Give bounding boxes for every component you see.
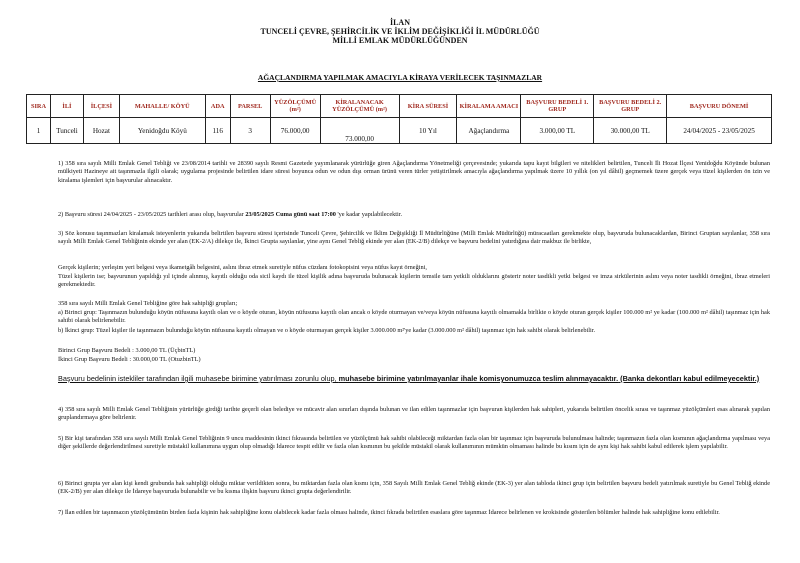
groups-intro: 358 sıra sayılı Milli Emlak Genel Tebliğine göre hak sahipliği grupları; — [58, 300, 238, 307]
paragraph-3-real-persons: Gerçek kişilerin; yerleşim yeri belgesi veya ikametgâh belgesini, aslını ibraz etmek suretiyle nüfus cüzdanı fotokopisini veya nüfus kayıt örneğini, — [58, 264, 427, 271]
cell-ilce: Hozat — [83, 118, 119, 144]
bank-notice-receipt: (Banka dekontları kabul edilmeyecektir.) — [618, 374, 760, 383]
col-header-ilce: İLÇESİ — [83, 95, 119, 118]
paragraph-4: 4) 358 sıra sayılı Milli Emlak Genel Tebliğinin yürürlüğe girdiği tarihte geçerli olan belediye ve mücavir alan sınırları dışında bulunan ve ilan edilen taşınmazlar için başvuran kişilerden hak sahipleri, yukarıda belirtilen öncelik sırası ve taşınmaz yüzölçümleri esas alınarak yapılan gruplandırmaya göre belirlenir. — [58, 406, 770, 422]
cell-sira: 1 — [27, 118, 51, 144]
group-a: a) Birinci grup: Taşınmazın bulunduğu köyün nüfusuna kayıtlı olan ve o köyde oturan, köyün nüfusuna kayıtlı olan ancak o köyde oturmayan ve/veya köyün nüfusuna kayıtlı olmamakla birlikte o köyde oturan gerçek kişiler 100.000 m² ye kadar (100.000 m² dâhil) taşınmaz için hak sahibi olarak belirlenebilir. — [58, 309, 770, 325]
cell-ada: 116 — [205, 118, 230, 144]
paragraph-6: 6) Birinci grupta yer alan kişi kendi grubunda hak sahipliği olduğu miktar verildikten sonra, bu miktardan fazla olan kısmı için, 358 Sayılı Milli Emlak Genel Tebliğ ekinde (EK-3) yer alan tabloda ikinci grup için belirtilen başvuru bedeli yatırılmak suretiyle bu Genel Tebliğ ekinde (EK-2/B) yer alan dilekçe ile İdareye başvuruda bulunabilir ve bu kısma ilişkin başvuru ikinci grupta değerlendirilir. — [58, 480, 770, 496]
bank-notice-warning: muhasebe birimine yatırılmayanlar ihale komisyonumuzca teslim alınmayacaktır. — [338, 374, 619, 383]
property-table — [26, 94, 772, 144]
fee-group-2 — [58, 356, 770, 364]
cell-bedel-2: 30.000,00 TL — [594, 118, 667, 144]
paragraph-2-suffix: 'ye kadar yapılabilecektir. — [335, 211, 403, 218]
cell-mahalle: Yenidoğdu Köyü — [119, 118, 205, 144]
col-header-ada: ADA — [205, 95, 230, 118]
col-header-bedel-1: BAŞVURU BEDELİ 1. GRUP — [521, 95, 594, 118]
col-header-kira-suresi: KİRA SÜRESİ — [399, 95, 457, 118]
group-b: b) İkinci grup: Tüzel kişiler ile taşınmazın bulunduğu köyün nüfusuna kayıtlı olmayan ve o köyde oturmayan gerçek kişiler 3.000.000 m²'ye kadar (3.000.000 m² dâhil) taşınmaz için hak sahibi olarak belirlenebilir. — [58, 327, 596, 334]
table-row — [27, 118, 772, 144]
col-header-kiralanacak: KİRALANACAK YÜZÖLÇÜMÜ (m²) — [320, 95, 399, 118]
cell-kiralama-amaci: Ağaçlandırma — [457, 118, 521, 144]
cell-kira-suresi: 10 Yıl — [399, 118, 457, 144]
col-header-mahalle: MAHALLE/ KÖYÜ — [119, 95, 205, 118]
deadline-text: 23/05/2025 Cuma günü saat 17:00 — [245, 211, 336, 218]
document-subtitle: AĞAÇLANDIRMA YAPILMAK AMACIYLA KİRAYA VERİLECEK TAŞINMAZLAR — [257, 73, 543, 82]
fee-group-1-label: Birinci Grup Başvuru Bedeli : — [58, 347, 136, 354]
bank-notice — [58, 374, 770, 383]
fee-group-2-label: İkinci Grup Başvuru Bedeli : — [58, 356, 133, 363]
paragraph-1: 1) 358 sıra sayılı Milli Emlak Genel Tebliği ve 23/08/2014 tarihli ve 28390 sayılı Resmi Gazetede yayımlanarak yürürlüğe giren Ağaçlandırma Yönetmeliği çerçevesinde; yukarıda tapu kayıt bilgileri ve nitelikleri belirtilen, Tunceli İli Hozat İlçesi Yenidoğdu Köyünde bulunan mülkiyeti Hazineye ait taşınmazla ilgili olarak; uygulama projesinde belirtilen idare süresi boyunca odun ve odun dışı orman ürünü veren türler yetiştirilmek amacıyla ağaçlandırma yapılmak üzere 10 yıllık (on yıl dâhil) geçmemek üzere gerçek veya tüzel kişilerden ön izin ve kiralama işlemleri için başvurular alınacaktır. — [58, 160, 770, 184]
paragraph-3-body: 3) Söz konusu taşınmazları kiralamak isteyenlerin yukarıda belirtilen başvuru süresi içerisinde Tunceli Çevre, Şehircilik ve İklim Değişikliği İl Müdürlüğüne (Milli Emlak Müdürlüğü) müracaatları gerekmekte olup, başvuruda bulunacaklardan, Birinci Gruptan sayılanlar, 358 sıra sayılı Milli Emlak Genel Tebliğinin ekinde yer alan (EK-2/A) dilekçe ile, İkinci Grupta sayılanlar, yine aynı Genel Tebliğ ekinde yer alan (EK-2/B) dilekçe ve başvuru bedelini yatırdığına dair makbuz ile birlikte, — [58, 230, 770, 246]
fee-group-1 — [58, 347, 770, 355]
cell-bedel-1: 3.000,00 TL — [521, 118, 594, 144]
col-header-il: İLİ — [50, 95, 83, 118]
header-institution: TUNCELİ ÇEVRE, ŞEHİRCİLİK VE İKLİM DEĞİŞİKLİĞİ İL MÜDÜRLÜĞÜ — [260, 27, 540, 36]
paragraph-2 — [58, 211, 770, 219]
cell-il: Tunceli — [50, 118, 83, 144]
fee-group-1-value: 3.000,00 TL (ÜçbinTL) — [135, 347, 196, 354]
col-header-kiralama-amaci: KİRALAMA AMACI — [457, 95, 521, 118]
cell-parsel: 3 — [230, 118, 270, 144]
col-header-bedel-2: BAŞVURU BEDELİ 2. GRUP — [594, 95, 667, 118]
announcement-header — [0, 18, 800, 45]
col-header-yuzolcumu: YÜZÖLÇÜMÜ (m²) — [270, 95, 320, 118]
paragraph-5: 5) Bir kişi tarafından 358 sıra sayılı Milli Emlak Genel Tebliğinin 9 uncu maddesinin ikinci fıkrasında belirtilen ve yüzölçümü hak sahibi olabileceği miktardan fazla olan bir taşınmaz için başvuruda bulunulması halinde; taşınmazın fazla olan kısmının ağaçlandırma yapılması veya diğer şekillerde değerlendirilmesi suretiyle müstakil kullanımına uygun olup olmadığı İdarece tespit edilir ve fazla olan kısmının bu şekilde müstakil olarak kullanımının mümkün olmaması halinde bu kısım için de aynı kişi hak sahibi kabul edilerek işlem yapılabilir. — [58, 435, 770, 451]
col-header-sira: SIRA — [27, 95, 51, 118]
fee-group-2-value: 30.000,00 TL (OtuzbinTL) — [132, 356, 201, 363]
col-header-parsel: PARSEL — [230, 95, 270, 118]
cell-kiralanacak: 73.000,00 — [320, 118, 399, 144]
cell-donem: 24/04/2025 - 23/05/2025 — [667, 118, 772, 144]
col-header-donem: BAŞVURU DÖNEMİ — [667, 95, 772, 118]
paragraph-2-text: 2) Başvuru süresi 24/04/2025 - 23/05/2025 tarihleri arası olup, başvurular — [58, 211, 246, 218]
table-header-row — [27, 95, 772, 118]
header-department: MİLLİ EMLAK MÜDÜRLÜĞÜNDEN — [332, 36, 468, 45]
cell-yuzolcumu: 76.000,00 — [270, 118, 320, 144]
header-title: İLAN — [389, 18, 410, 27]
paragraph-7: 7) İlan edilen bir taşınmazın yüzölçümünün birden fazla kişinin hak sahipliğine konu olabilecek kadar fazla olması halinde, ikinci fıkrada belirtilen esaslara göre taşınmaz İdarece belirlenen ve krokisinde gösterilen bölümler halinde hak sahipliğine konu edilebilir. — [58, 509, 720, 516]
paragraph-3-legal-entities: Tüzel kişilerin ise; başvurunun yapıldığı yıl içinde alınmış, kayıtlı olduğu oda sicil kaydı ile tüzel kişilik adına başvuruda bulunacak kişilerin temsile tam yetkili olduklarını gösterir noter tasdikli yetki belgesi ve imza sirkülerinin aslını veya noter tasdikli örneğini, ibraz etmeleri gerekmektedir. — [58, 273, 770, 289]
bank-notice-text: Başvuru bedelinin istekliler tarafından ilgili muhasebe birimine yatırılması zorunlu olup, — [58, 374, 339, 383]
